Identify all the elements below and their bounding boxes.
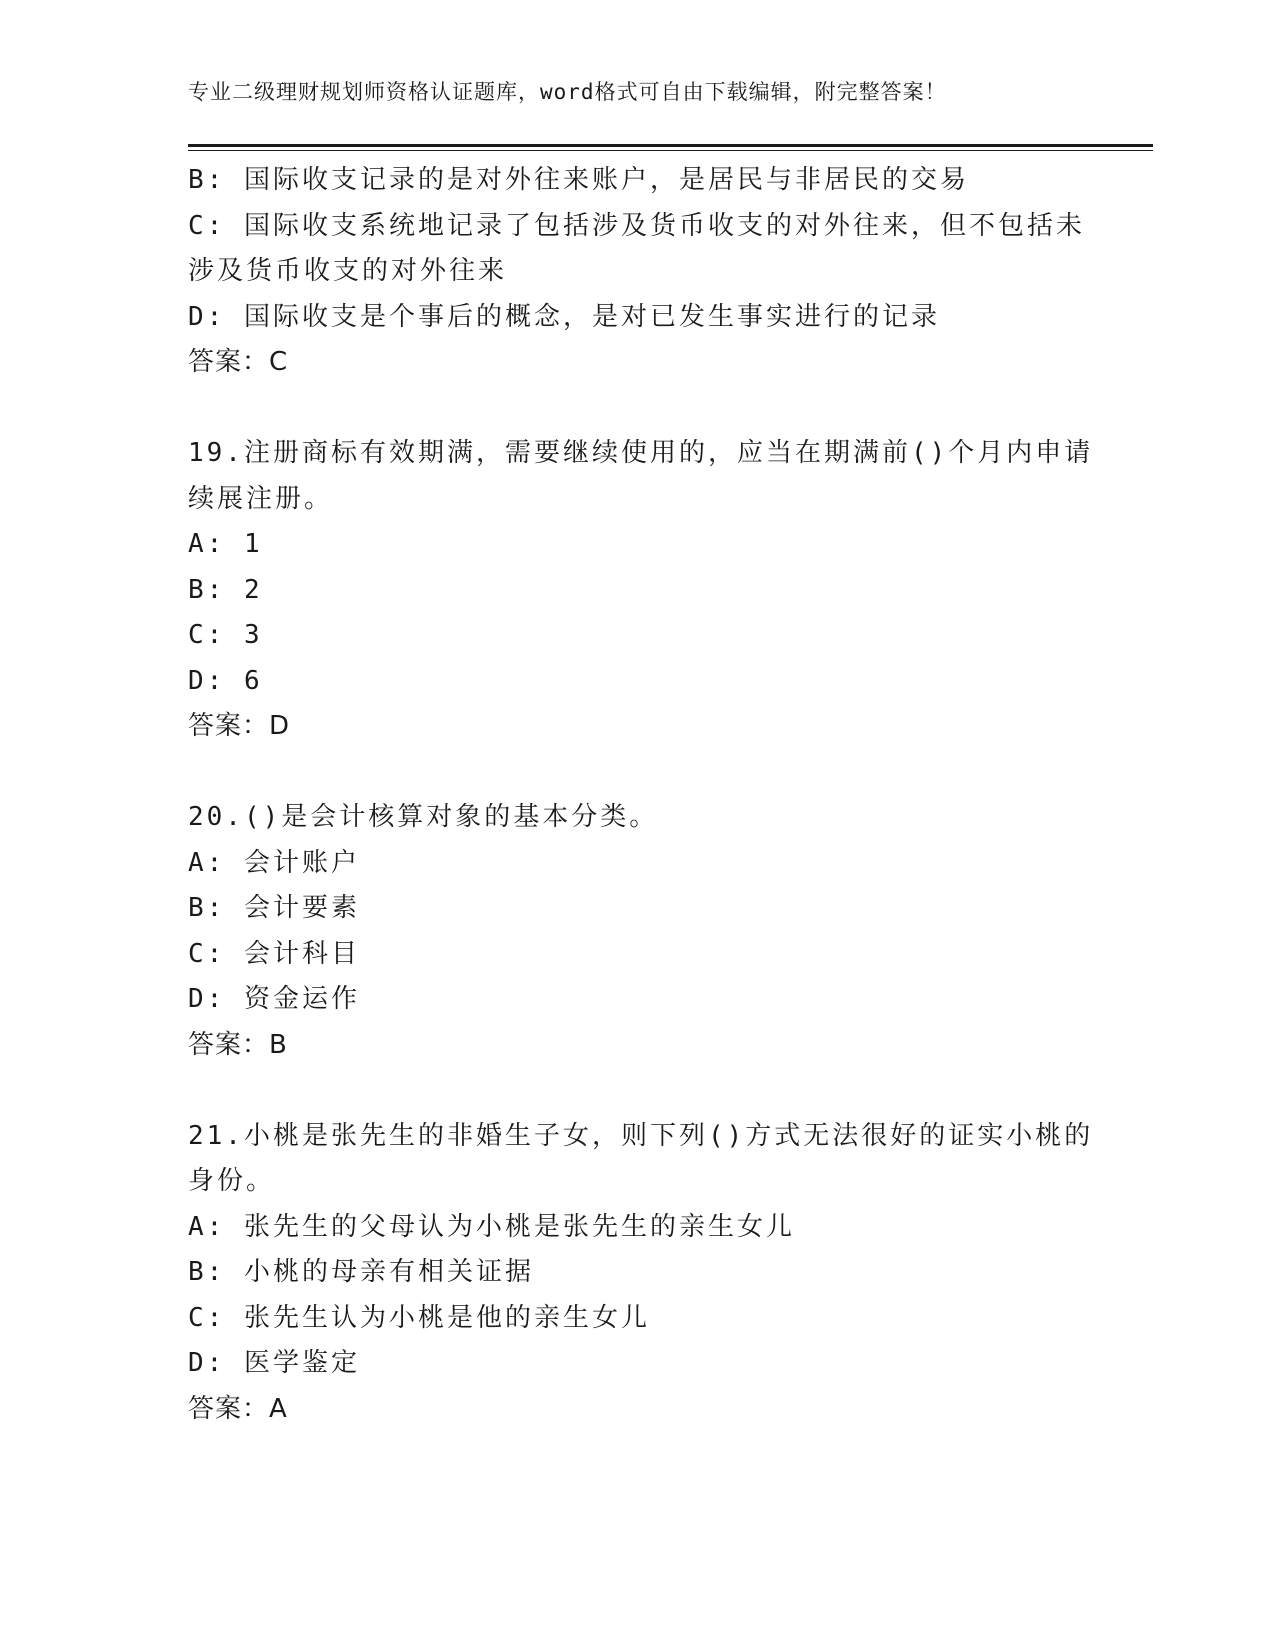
option-c: C: 会计科目 [188,938,360,969]
option-b: B: 小桃的母亲有相关证据 [188,1257,534,1287]
spacer [188,1068,1088,1114]
option-b: B: 会计要素 [188,893,360,923]
option-c: C: 国际收支系统地记录了包括涉及货币收支的对外往来，但不包括未 [188,210,1085,241]
spacer [188,386,1088,432]
option-b: B: 国际收支记录的是对外往来账户，是居民与非居民的交易 [188,165,969,195]
question-block-20 [188,795,1088,1068]
header-rule-thick [188,144,1153,147]
header-rule-thin [188,150,1153,151]
question-block-prev [188,158,1088,386]
answer: 答案：B [188,1029,288,1060]
question-stem-continued: 续展注册。 [188,483,334,514]
option-d: D: 6 [188,665,263,696]
spacer [188,750,1088,796]
question-content [188,158,1094,1432]
option-c-continued: 涉及货币收支的对外往来 [188,256,508,286]
option-a: A: 会计账户 [188,847,360,878]
question-stem: 20.()是会计核算对象的基本分类。 [188,802,659,832]
option-c: C: 3 [188,620,263,650]
page-header: 专业二级理财规划师资格认证题库，word格式可自由下载编辑，附完整答案！ [188,80,947,104]
option-d: D: 国际收支是个事后的概念，是对已发生事实进行的记录 [188,301,940,332]
question-block-19 [188,431,1094,750]
option-a: A: 1 [188,529,263,559]
option-b: B: 2 [188,574,263,605]
question-stem-continued: 身份。 [188,1166,276,1196]
question-stem: 19.注册商标有效期满，需要继续使用的，应当在期满前()个月内申请 [188,438,1094,468]
option-c: C: 张先生认为小桃是他的亲生女儿 [188,1302,650,1333]
option-a: A: 张先生的父母认为小桃是张先生的亲生女儿 [188,1211,795,1242]
option-d: D: 资金运作 [188,984,360,1014]
question-block-21 [188,1114,1094,1433]
answer: 答案：D [188,711,291,741]
option-d: D: 医学鉴定 [188,1348,360,1378]
answer: 答案：C [188,347,289,377]
answer: 答案：A [188,1393,288,1424]
question-stem: 21.小桃是张先生的非婚生子女，则下列()方式无法很好的证实小桃的 [188,1120,1094,1151]
